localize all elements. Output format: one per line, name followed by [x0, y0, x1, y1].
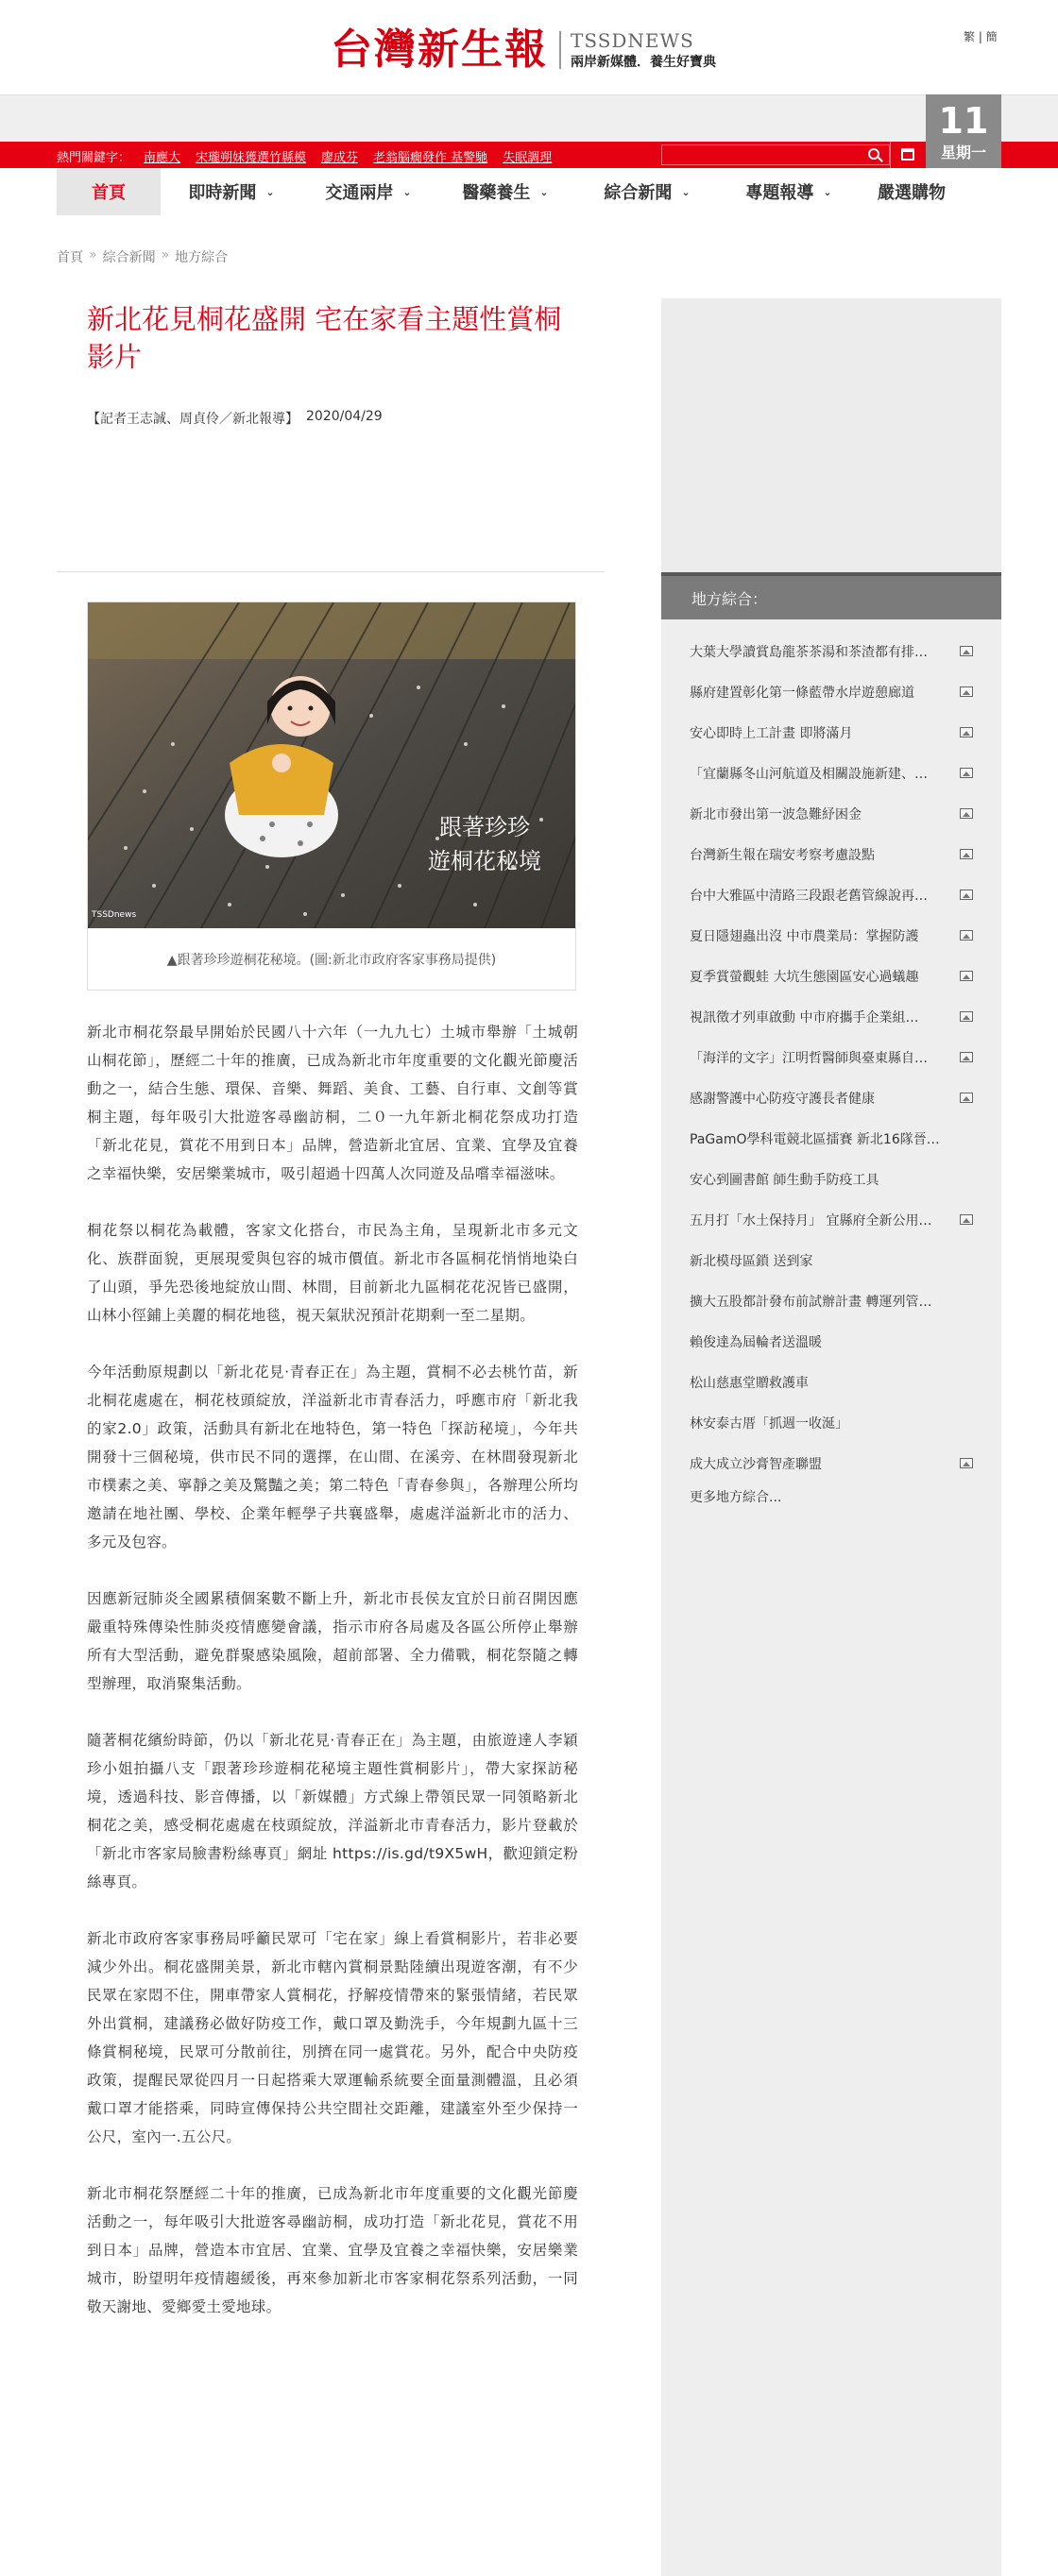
sidebar-news-list: [690, 631, 973, 1506]
image-icon: [960, 1093, 973, 1103]
site-logo[interactable]: [331, 26, 716, 74]
image-icon: [960, 646, 973, 656]
image-icon: [960, 930, 973, 941]
article-paragraph: 因應新冠肺炎全國累積個案數不斷上升，新北市長侯友宜於日前召開因應嚴重特殊傳染性肺炎疫情應變會議，指示市府各局處及各區公所停止舉辦所有大型活動，避免群聚感染風險，超前部署、全力備戰，桐花祭隨之轉型辦理，取消聚集活動。: [87, 1590, 578, 1692]
image-icon: [960, 971, 973, 981]
hot-keyword-list: [144, 147, 552, 165]
article-date: 2020/04/29: [306, 409, 383, 424]
article-author: 【記者王志誠、周貞伶／新北報導】: [87, 412, 299, 427]
sidebar-news-item[interactable]: [690, 1037, 973, 1077]
image-icon: [960, 808, 973, 819]
main-nav: [57, 168, 1001, 215]
sidebar-news-item[interactable]: [690, 1280, 973, 1321]
sidebar-header-title: 地方綜合：: [691, 590, 768, 608]
site-header: [0, 0, 1058, 94]
article-paragraph: 新北市桐花祭最早開始於民國八十六年（一九九七）土城市舉辦「土城朝山桐花節」，歷經二十年的推廣，已成為新北市年度重要的文化觀光節慶活動之一，結合生態、環保、音樂、舞蹈、美食、工藝、自行車、文創等賞桐主題，每年吸引大批遊客尋幽訪桐，二０一九年新北桐花祭成功打造「新北花見，賞花不用到日本」品牌，營造新北宜居、宜業、宜學及宜養之幸福快樂，安居樂業城市，吸引超過十四萬人次同遊及品嚐幸福滋味。: [87, 1024, 578, 1182]
sidebar-news-item[interactable]: [690, 1362, 973, 1402]
sidebar-news-item[interactable]: [690, 915, 973, 956]
hot-keyword-link[interactable]: 廖成芬: [321, 151, 359, 165]
sidebar-news-title: 「宜蘭縣冬山河航道及相關設施新建、…: [690, 766, 928, 782]
photo-illustration: [88, 602, 575, 928]
image-icon: [960, 1214, 973, 1225]
article-paragraph: 新北市政府客家事務局呼籲民眾可「宅在家」線上看賞桐影片，若非必要減少外出。桐花盛開美景，新北市轄內賞桐景點陸續出現遊客潮，有不少民眾在家悶不住，開車帶家人賞桐花，抒解疫情帶來的緊張情緒，若民眾外出賞桐，建議務必做好防疫工作，戴口罩及勤洗手，今年規劃九區十三條賞桐秘境，民眾可分散前往，別擠在同一處賞花。另外，配合中央防疫政策，提醒民眾從四月一日起搭乘大眾運輸系統要全面量測體溫，且必須戴口罩才能搭乘，同時宣傳保持公共空間社交距離，建議室外至少保持一公尺，室內一.五公尺。: [87, 1930, 578, 2145]
sidebar-news-title: 擴大五股都計發布前試辦計畫 轉運列管…: [690, 1294, 932, 1310]
hot-keyword-link[interactable]: 宋瓏朔妹獲選竹縣模: [196, 151, 307, 165]
nav-item-label: 綜合新聞: [604, 183, 673, 203]
article-figure: [87, 602, 576, 991]
article-paragraph: 新北市桐花祭歷經二十年的推廣，已成為新北市年度重要的文化觀光節慶活動之一，每年吸引大批遊客尋幽訪桐，成功打造「新北花見，賞花不用到日本」品牌，營造本市宜居、宜業、宜學及宜養之幸福快樂，安居樂業城市，盼望明年疫情趨緩後，再來參加新北市客家桐花祭系列活動，一同敬天謝地、愛鄉愛土愛地球。: [87, 2185, 578, 2315]
calendar-button[interactable]: [890, 142, 924, 168]
sidebar-news-item[interactable]: [690, 956, 973, 996]
chevron-down-icon: ⌄: [539, 185, 549, 198]
image-icon: [960, 890, 973, 900]
sidebar-news-item[interactable]: [690, 1159, 973, 1199]
nav-item-label: 首頁: [92, 183, 126, 203]
image-icon: [960, 849, 973, 859]
nav-item-label: 嚴選購物: [878, 183, 946, 203]
hot-keyword-link[interactable]: 失眠調理: [503, 151, 553, 165]
chevron-down-icon: ⌄: [823, 185, 832, 198]
sidebar-news-title: 縣府建置彰化第一條藍帶水岸遊憩廊道: [690, 685, 914, 701]
article-photo[interactable]: [88, 602, 575, 928]
sidebar-news-title: 視訊徵才列車啟動 中市府攜手企業組…: [690, 1009, 919, 1025]
sidebar-news-item[interactable]: [690, 1402, 973, 1443]
photo-watermark: TSSDnews: [92, 910, 137, 920]
hot-keyword-bar: [0, 142, 1058, 168]
sidebar-news-title: 松山慈惠堂贈救護車: [690, 1375, 809, 1391]
nav-item-general[interactable]: [576, 168, 718, 215]
sidebar-news-title: 林安泰古厝「抓週一收涎」: [690, 1415, 848, 1432]
divider: [57, 571, 605, 572]
sidebar-news-item[interactable]: [690, 631, 973, 671]
image-icon: [960, 1052, 973, 1062]
sidebar-news-item[interactable]: [690, 1118, 973, 1159]
sidebar-news-title: 成大成立沙膏智產聯盟: [690, 1456, 822, 1472]
nav-item-label: 專題報導: [745, 183, 814, 203]
sidebar-news-item[interactable]: [690, 996, 973, 1037]
sidebar-news-title: 台灣新生報在瑞安考察考慮設點: [690, 847, 875, 863]
sidebar-news-title: 台中大雅區中清路三段跟老舊管線說再…: [690, 888, 928, 904]
nav-item-label: 交通兩岸: [325, 183, 394, 203]
breadcrumb-separator: »: [89, 247, 97, 263]
nav-item-traffic[interactable]: [302, 168, 435, 215]
date-weekday: 星期一: [940, 144, 986, 161]
image-icon: [960, 727, 973, 737]
sidebar-news-title: 五月打「水土保持月」 宜縣府全新公用…: [690, 1212, 932, 1229]
sidebar-news-item[interactable]: [690, 1077, 973, 1118]
sidebar-news-item[interactable]: [690, 712, 973, 753]
article-paragraph: 桐花祭以桐花為載體，客家文化搭台，市民為主角，呈現新北市多元文化、族群面貌，更展現愛與包容的城市價值。新北市各區桐花悄悄地染白了山頭，爭先恐後地綻放山間、林間，目前新北九區桐花花況皆已盛開，山林小徑鋪上美麗的桐花地毯，視天氣狀況預計花期剩一至二星期。: [87, 1222, 578, 1324]
article-title: 新北花見桐花盛開 宅在家看主題性賞桐影片: [87, 303, 562, 373]
image-icon: [960, 1011, 973, 1022]
search-icon[interactable]: [868, 148, 879, 160]
nav-item-home[interactable]: [57, 168, 161, 215]
sidebar-news-title: 新北模母區鎖 送到家: [690, 1253, 813, 1269]
sidebar-news-item[interactable]: [690, 1240, 973, 1280]
sidebar-news-item[interactable]: [690, 1321, 973, 1362]
chevron-down-icon: ⌄: [402, 185, 412, 198]
logo-english: TSSDNEWS: [571, 28, 694, 52]
calendar-icon: [901, 148, 914, 161]
image-icon: [960, 768, 973, 778]
image-icon: [960, 1458, 973, 1468]
sidebar-news-item[interactable]: [690, 793, 973, 834]
sidebar-news-title: PaGamO學科電競北區擂賽 新北16隊晉…: [690, 1131, 940, 1147]
nav-item-features[interactable]: [718, 168, 860, 215]
nav-item-breaking[interactable]: [161, 168, 302, 215]
sidebar-news-title: 安心到圖書館 師生動手防疫工具: [690, 1172, 879, 1188]
logo-chinese: 台灣新生報: [331, 25, 548, 74]
sidebar-news-item[interactable]: [690, 671, 973, 712]
breadcrumb-separator: »: [161, 247, 170, 263]
sidebar-ad-slot: [661, 298, 1001, 572]
hot-keyword-link[interactable]: 老翁腦癇發作 基警馳: [373, 151, 488, 165]
sidebar-news-title: 新北市發出第一波急難紓困金: [690, 806, 862, 822]
breadcrumb-link[interactable]: 地方綜合: [175, 250, 229, 265]
sidebar-news-item[interactable]: [690, 1199, 973, 1240]
breadcrumb-link[interactable]: 綜合新聞: [102, 250, 156, 265]
date-badge: [926, 94, 1001, 168]
breadcrumb-link[interactable]: 首頁: [57, 250, 83, 265]
nav-item-label: 醫藥養生: [462, 183, 531, 203]
language-toggle[interactable]: 繁 | 簡: [964, 30, 998, 43]
sidebar-news-title: 感謝警護中心防疫守護長者健康: [690, 1091, 875, 1107]
sidebar-news-item[interactable]: [690, 1443, 973, 1483]
hot-keyword-label: 熱門關鍵字：: [57, 151, 131, 165]
nav-item-label: 即時新聞: [188, 183, 257, 203]
image-icon: [960, 686, 973, 697]
article-paragraph: 今年活動原規劃以「新北花見·青春正在」為主題，賞桐不必去桃竹苗，新北桐花處處在，桐花枝頭綻放，洋溢新北市青春活力，呼應市府「新北我的家2.0」政策，活動具有新北在地特色，第一特色「探訪秘境」，今年共開發十三個秘境，供市民不同的選擇，在山間、在溪旁、在林間發現新北市樸素之美、寧靜之美及驚豔之美；第二特色「青春參與」，各辦理公所均邀請在地社團、學校、企業年輕學子共襄盛舉，處處洋溢新北市的活力、多元及包容。: [87, 1364, 578, 1551]
nav-item-shop[interactable]: [860, 168, 964, 215]
nav-item-health[interactable]: [435, 168, 576, 215]
hot-keyword-link[interactable]: 南應大: [144, 151, 181, 165]
sidebar-more-link[interactable]: 更多地方綜合...: [690, 1490, 782, 1505]
article-byline: [87, 409, 383, 428]
article-paragraph: 隨著桐花繽紛時節，仍以「新北花見·青春正在」為主題，由旅遊達人李穎珍小姐拍攝八支「跟著珍珍遊桐花秘境主題性賞桐影片」，帶大家探訪秘境，透過科技、影音傳播，以「新媒體」方式線上帶領民眾一同領略新北桐花之美，感受桐花處處在枝頭綻放，洋溢新北市青春活力，影片登載於「新北市客家局臉書粉絲專頁」網址 https://is.gd/t9X5wH，歡迎鎖定粉絲專頁。: [87, 1732, 578, 1890]
photo-overlay-text: 跟著珍珍 遊桐花秘境: [428, 814, 541, 874]
sidebar-news-item[interactable]: [690, 753, 973, 793]
chevron-down-icon: ⌄: [681, 185, 691, 198]
breadcrumb: [57, 247, 228, 266]
date-day: 11: [938, 100, 989, 142]
sidebar-header: [661, 572, 1001, 619]
sidebar-news-item[interactable]: [690, 874, 973, 915]
photo-caption: ▲跟著珍珍遊桐花秘境。(圖:新北市政府客家事務局提供): [166, 952, 497, 968]
sidebar-news-title: 夏日隱翅蟲出沒 中市農業局：掌握防護: [690, 928, 919, 944]
sidebar-news-title: 夏季賞螢觀蛙 大坑生態園區安心過蟻趣: [690, 969, 919, 985]
article-body: [87, 1018, 578, 2349]
sidebar-news-title: 安心即時上工計畫 即將滿月: [690, 725, 853, 741]
sidebar-news-title: 大葉大學讀賞島龍茶茶湯和茶渣都有排…: [690, 644, 928, 660]
chevron-down-icon: ⌄: [265, 185, 275, 198]
sidebar-news-title: 「海洋的文字」江明哲醫師與臺東縣自…: [690, 1050, 928, 1066]
logo-slogan: 兩岸新媒體．養生好寶典: [571, 54, 716, 70]
logo-divider: [559, 31, 561, 69]
sidebar-news-item[interactable]: [690, 834, 973, 874]
logo-text-block: [571, 30, 716, 71]
sidebar-news-title: 賴俊達為屆輪者送溫暖: [690, 1334, 822, 1350]
ad-band: [0, 94, 1058, 142]
search-input[interactable]: [661, 144, 890, 165]
